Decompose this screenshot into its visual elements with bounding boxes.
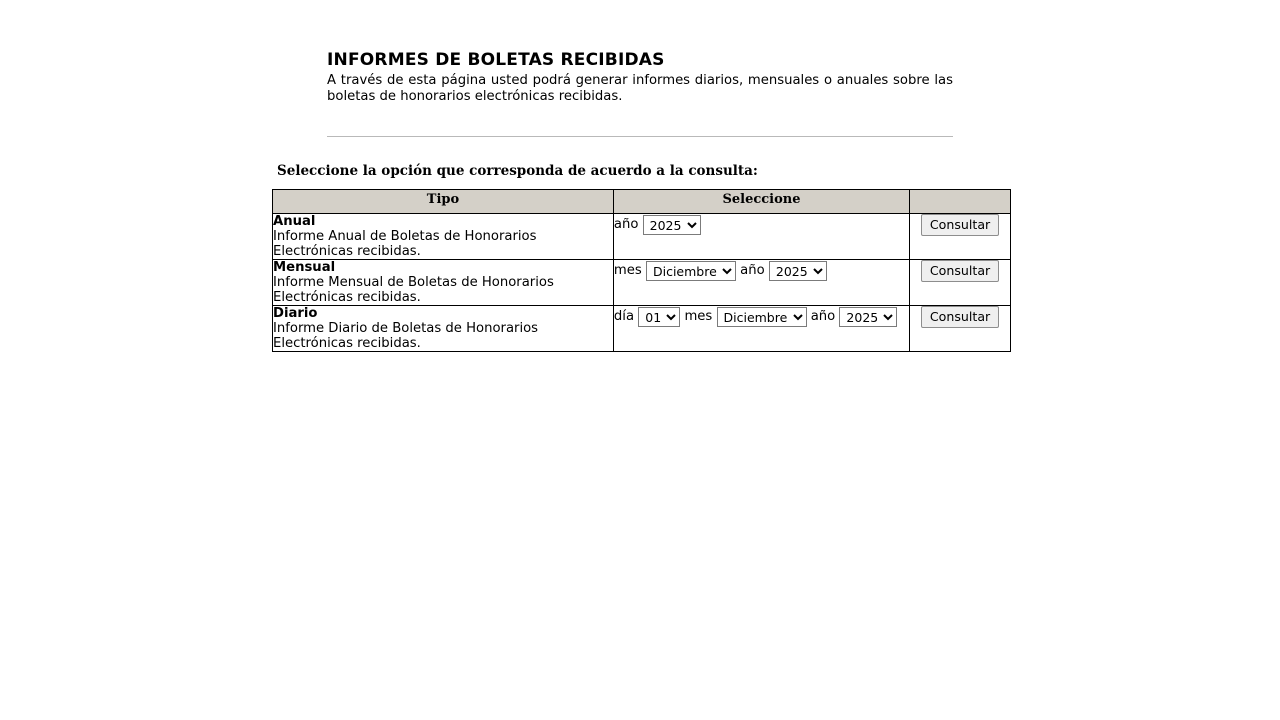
consultar-button-mensual[interactable]: Consultar xyxy=(921,260,999,282)
seleccione-cell-mensual xyxy=(613,260,909,306)
tipo-name-mensual: Mensual xyxy=(273,260,336,276)
column-header-seleccione: Seleccione xyxy=(613,190,909,214)
tipo-cell-diario xyxy=(273,306,614,352)
select-anio-diario[interactable] xyxy=(839,307,897,327)
tipo-cell-mensual xyxy=(273,260,614,306)
seleccione-cell-anual xyxy=(613,214,909,260)
column-header-tipo: Tipo xyxy=(273,190,614,214)
page-title: INFORMES DE BOLETAS RECIBIDAS xyxy=(327,50,665,70)
divider xyxy=(327,136,953,137)
select-anio-mensual[interactable] xyxy=(769,261,827,281)
page-container xyxy=(273,50,1017,352)
label-dia-diario: día xyxy=(613,309,635,325)
tipo-description-diario: Informe Diario de Boletas de Honorarios Electrónicas recibidas. xyxy=(273,321,539,352)
column-header-accion xyxy=(910,190,1011,214)
seleccione-cell-diario xyxy=(613,306,909,352)
tipo-name-diario: Diario xyxy=(273,306,318,322)
select-mes-mensual[interactable] xyxy=(646,261,736,281)
consultar-button-diario[interactable]: Consultar xyxy=(921,306,999,328)
tipo-description-mensual: Informe Mensual de Boletas de Honorarios Electrónicas recibidas. xyxy=(273,275,554,306)
tipo-description-anual: Informe Anual de Boletas de Honorarios Electrónicas recibidas. xyxy=(273,229,537,260)
table-header-row xyxy=(273,190,1011,214)
informes-table xyxy=(272,189,1011,352)
instruction-text: Seleccione la opción que corresponda de acuerdo a la consulta: xyxy=(277,163,758,180)
table-row-diario xyxy=(273,306,1011,352)
label-mes-diario: mes xyxy=(684,309,713,325)
table-row-mensual xyxy=(273,260,1011,306)
tipo-cell-anual xyxy=(273,214,614,260)
label-anio-mensual: año xyxy=(740,263,765,279)
select-mes-diario[interactable] xyxy=(717,307,807,327)
label-anio-diario: año xyxy=(810,309,836,325)
accion-cell-mensual xyxy=(910,260,1011,306)
accion-cell-anual xyxy=(910,214,1011,260)
label-mes-mensual: mes xyxy=(613,263,642,279)
label-anio-anual: año xyxy=(613,217,639,233)
select-anio-anual[interactable] xyxy=(643,215,701,235)
select-dia-diario[interactable] xyxy=(638,307,680,327)
tipo-name-anual: Anual xyxy=(273,214,316,230)
table-row-anual xyxy=(273,214,1011,260)
accion-cell-diario xyxy=(910,306,1011,352)
consultar-button-anual[interactable]: Consultar xyxy=(921,214,999,236)
page-description: A través de esta página usted podrá generar informes diarios, mensuales o anuales sobre las boletas de honorarios electrónicas recibidas. xyxy=(327,73,953,104)
